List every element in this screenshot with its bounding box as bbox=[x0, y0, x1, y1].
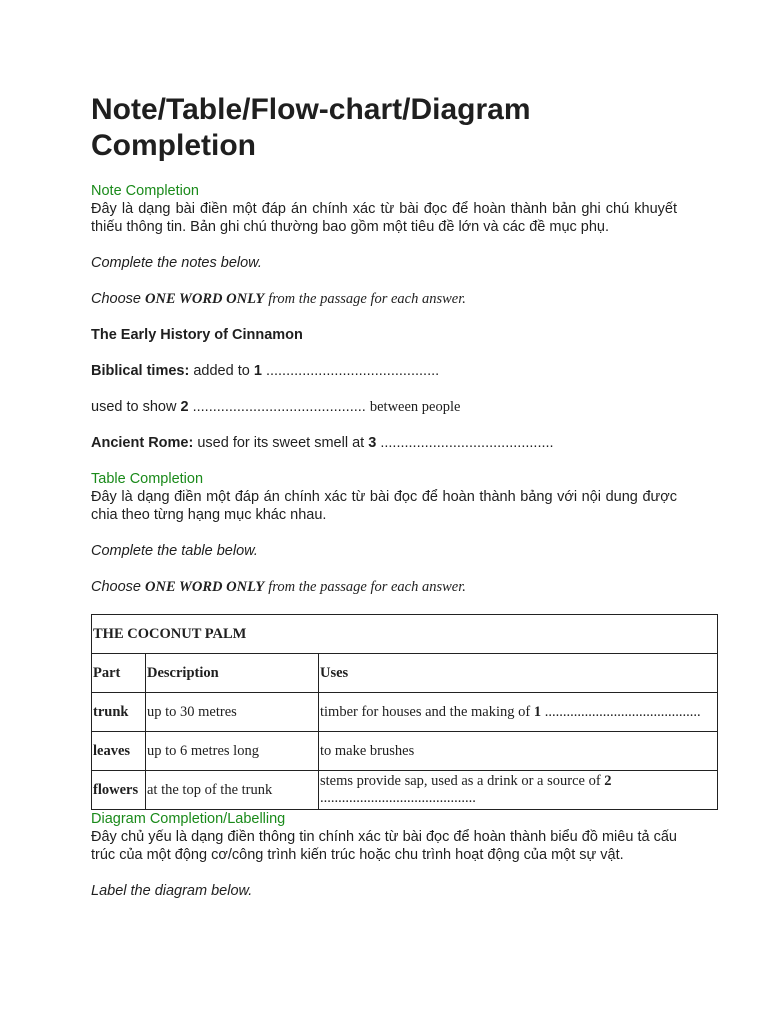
table-completion-heading: Table Completion bbox=[91, 471, 204, 487]
note-line-2-text: used to show bbox=[91, 399, 177, 415]
table-row bbox=[92, 732, 718, 771]
notes-title: The Early History of Cinnamon bbox=[91, 327, 303, 343]
table-title-row bbox=[92, 615, 718, 654]
answer-blank-2: ........................................... bbox=[320, 790, 476, 806]
cell-description: up to 6 metres long bbox=[146, 732, 319, 771]
header-uses: Uses bbox=[319, 654, 718, 693]
choose-suffix: from the passage for each answer. bbox=[268, 291, 466, 307]
note-line-2-suffix: between people bbox=[369, 399, 461, 415]
table-row bbox=[92, 693, 718, 732]
note-line-3-label: Ancient Rome: bbox=[91, 435, 194, 451]
cell-uses: stems provide sap, used as a drink or a source of 2 ........................................... bbox=[319, 771, 718, 810]
choose-emphasis: ONE WORD ONLY bbox=[145, 291, 265, 307]
blank-number-1: 1 bbox=[533, 703, 542, 720]
header-description: Description bbox=[146, 654, 319, 693]
note-line-3 bbox=[91, 434, 718, 452]
document-page bbox=[91, 92, 718, 900]
note-completion-heading: Note Completion bbox=[91, 183, 199, 199]
table-completion-description: Đây là dạng điền một đáp án chính xác từ bài đọc để hoàn thành bảng với nội dung được chia theo từng hạng mục khác nhau. bbox=[91, 489, 677, 523]
answer-blank-1: ........................................... bbox=[265, 363, 440, 379]
cell-part: flowers bbox=[92, 771, 146, 810]
answer-blank-1: ........................................... bbox=[544, 703, 701, 720]
blank-number-2: 2 bbox=[604, 773, 612, 789]
note-line-1 bbox=[91, 362, 718, 380]
note-line-1-label: Biblical times: bbox=[91, 363, 190, 379]
page-title: Note/Table/Flow-chart/Diagram Completion bbox=[91, 93, 531, 162]
cell-description: up to 30 metres bbox=[146, 693, 319, 732]
note-line-1-text: added to bbox=[193, 363, 250, 379]
header-part: Part bbox=[92, 654, 146, 693]
answer-blank-2: ........................................... bbox=[192, 399, 366, 415]
diagram-instruction: Label the diagram below. bbox=[91, 883, 253, 899]
choose-emphasis: ONE WORD ONLY bbox=[145, 579, 265, 595]
cell-uses: to make brushes bbox=[319, 732, 718, 771]
table-header-row bbox=[92, 654, 718, 693]
note-completion-description: Đây là dạng bài điền một đáp án chính xác từ bài đọc để hoàn thành bản ghi chú khuyết thiếu thông tin. Bản ghi chú thường bao gồm một tiêu đề lớn và các đề mục phụ. bbox=[91, 201, 677, 235]
blank-number-3: 3 bbox=[368, 435, 377, 451]
note-line-2 bbox=[91, 398, 718, 416]
cell-uses: timber for houses and the making of 1 ........................................... bbox=[319, 693, 718, 732]
table-choose-line bbox=[91, 578, 718, 596]
diagram-completion-description: Đây chủ yếu là dạng điền thông tin chính xác từ bài đọc để hoàn thành biểu đồ miêu tả cấu trúc của một động cơ/công trình kiến trúc hoặc chu trình hoạt động của một sự vật. bbox=[91, 829, 677, 863]
cell-part: trunk bbox=[92, 693, 146, 732]
cell-part: leaves bbox=[92, 732, 146, 771]
cell-description: at the top of the trunk bbox=[146, 771, 319, 810]
coconut-palm-table bbox=[91, 614, 718, 810]
note-choose-line bbox=[91, 290, 718, 308]
choose-prefix: Choose bbox=[91, 291, 141, 307]
table-title: THE COCONUT PALM bbox=[92, 615, 718, 654]
note-instruction: Complete the notes below. bbox=[91, 255, 262, 271]
choose-prefix: Choose bbox=[91, 579, 141, 595]
table-instruction: Complete the table below. bbox=[91, 543, 258, 559]
choose-suffix: from the passage for each answer. bbox=[268, 579, 466, 595]
blank-number-2: 2 bbox=[180, 399, 189, 415]
note-line-3-text: used for its sweet smell at bbox=[197, 435, 365, 451]
answer-blank-3: ........................................... bbox=[380, 435, 554, 451]
table-row bbox=[92, 771, 718, 810]
diagram-completion-heading: Diagram Completion/Labelling bbox=[91, 811, 286, 827]
blank-number-1: 1 bbox=[253, 363, 262, 379]
